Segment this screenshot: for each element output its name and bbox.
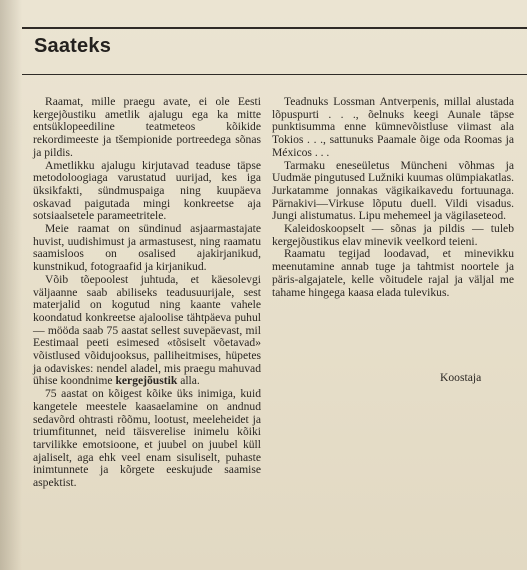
right-column xyxy=(272,96,514,299)
top-rule xyxy=(22,27,527,29)
page-gutter-shadow xyxy=(0,0,22,570)
bold-term: kergejõustik xyxy=(115,374,178,388)
paragraph: Teadnuks Lossman Antverpenis, millal alustada lõpuspurti . . ., õelnuks keegi Aunale täpse punktisumma enne kümnevõistluse viimast ala Tokios . . ., sattunuks Paamale õige oda Roomas ja Méxicos . . . xyxy=(272,95,514,159)
paragraph-text: Võib tõepoolest juhtuda, et käesolevgi väljaanne saab abiliseks teadusuurijale, sest materjalid on kogutud ning kaante vahele koondatud konkreetse ajaloolise tähtpäeva puhul — mööda saab 75 aastat sellest suvepäevast, mil Eestimaal peeti esimesed «tõsiselt võetavad» võistlused võidujooksus, palliheitmises, hüpetes ja odaviskes: nendel aladel, mis praegu mahuvad ühise koondnime xyxy=(33,272,261,388)
paragraph: Meie raamat on sündinud asjaarmastajate huvist, uudishimust ja armastusest, ning raamatu saamisloos on osalised ajakirjanikud, kunstnikud, fotograafid ja kirjanikud. xyxy=(33,222,261,274)
paragraph: 75 aastat on kõigest kõike üks inimiga, kuid kangetele meestele kaasaelamine on andnud sedavõrd ohtrasti rõõmu, lootust, meeleheidet ja triumfitunnet, neid täisverelise inimelu kõiki tarvilikke emotsioone, et juubel on juubel küll ajaliselt, aga ehk veel enam sisuliselt, puhaste inimtunnete ja kõrgete eeskujude saamise aspektist. xyxy=(33,387,261,490)
paragraph: Ametlikku ajalugu kirjutavad teaduse täpse metodoloogiaga varustatud uurijad, kes iga üksikfakti, sündmuspaiga ning kuupäeva oskavad paigutada mingi konkreetse aja sotsiaalsetele parameetritele. xyxy=(33,158,261,223)
paragraph xyxy=(33,274,261,388)
paragraph: Raamatu tegijad loodavad, et minevikku meenutamine annab tuge ja tahtmist noortele ja päris-algajatele, kelle võitudele rajal ja väljal me tahame hingega kaasa elada tulevikus. xyxy=(272,247,514,299)
paragraph: Tarmaku eneseületus Müncheni võhmas ja Uudmäe pingutused Lužniki kuumas olümpiakatlas. Jurkatamme jonnakas vägikaikavedu fortuunaga. Pärnakivi—Virkuse lõputu duell. Vildi visadus. Jungi alistumatus. Lipu mehemeel ja vägilaseteod. xyxy=(272,158,514,223)
paragraph-ending: alla. xyxy=(177,374,200,388)
signature: Koostaja xyxy=(440,371,482,384)
title-underline-rule xyxy=(22,74,527,75)
page-title: Saateks xyxy=(34,35,112,57)
left-column xyxy=(33,96,261,490)
paragraph: Kaleidoskoopselt — sõnas ja pildis — tuleb kergejõustikus elav minevik veelkord teieni. xyxy=(272,222,514,248)
paragraph: Raamat, mille praegu avate, ei ole Eesti kergejõustiku ametlik ajalugu ega ka mitte entsüklopeediline teatmeteos kõikide rekordimeeste ja tšempionide portreedega sõnas ja pildis. xyxy=(33,95,261,159)
